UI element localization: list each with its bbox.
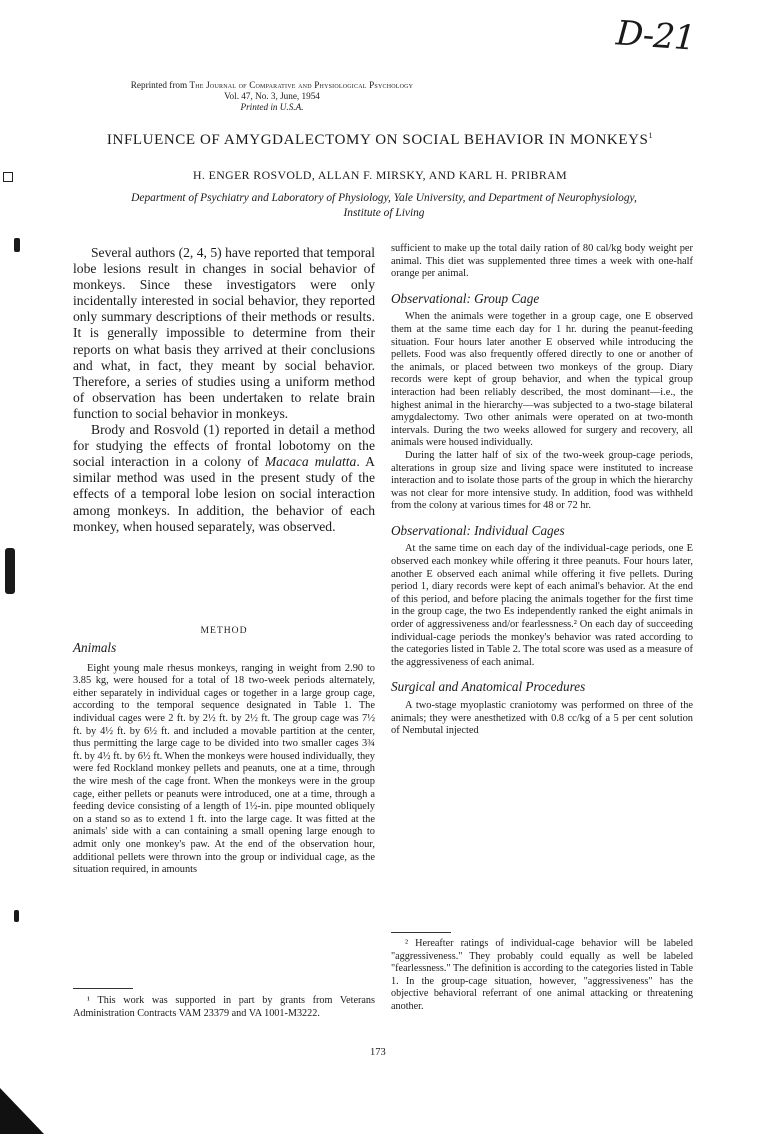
footnote-1 <box>73 995 375 1020</box>
volume-line: Vol. 47, No. 3, June, 1954 <box>224 91 320 101</box>
scan-blot-mark <box>5 548 15 594</box>
footnote-1-text: ¹ This work was supported in part by grants from Veterans Administration Contracts VAM 23379 and VA 1001-M3222. <box>73 995 375 1019</box>
continued-paragraph: sufficient to make up the total daily ration of 80 cal/kg body weight per animal. This diet was supplemented three times a week with one-half orange per animal. <box>391 243 693 280</box>
article-authors: H. ENGER ROSVOLD, ALLAN F. MIRSKY, AND KARL H. PRIBRAM <box>193 168 567 182</box>
intro-paragraph-1: Several authors (2, 4, 5) have reported that temporal lobe lesions result in changes in social behavior of monkeys. Since these investigators were only incidentally interested in social behavior, they reported only summary descriptions of their methods or results. It is generally impossible to determine from their reports on what basis they arrived at their conclusions and what, in fact, they meant by social behavior. Therefore, a series of studies using a uniform method of observation has been undertaken to relate brain function to social behavior in monkeys. <box>73 245 375 421</box>
article-affiliation <box>80 191 688 221</box>
printed-line: Printed in U.S.A. <box>240 102 304 112</box>
article-title-text: INFLUENCE OF AMYGDALECTOMY ON SOCIAL BEHAVIOR IN MONKEYS <box>106 132 649 148</box>
journal-name: The Journal of Comparative and Physiological Psychology <box>189 80 414 90</box>
group-cage-paragraph-2: During the latter half of six of the two-week group-cage periods, alterations in group size and living space were instituted to increase interaction and to isolate those parts of the group in which the hierarchy was not clear for more intensive study. In addition, food was withheld from the colony at various times for 48 or 72 hr. <box>391 449 693 512</box>
affiliation-line-1: Department of Psychiatry and Laboratory of Physiology, Yale University, and Department of Neurophysiology, <box>131 192 637 204</box>
intro-p2-text-a: Brody and Rosvold (1) reported in detail a method for studying the effects of frontal lobotomy on the social interaction in a colony of <box>73 422 375 470</box>
animals-section <box>73 642 375 877</box>
affiliation-line-2: Institute of Living <box>343 207 425 219</box>
method-heading: METHOD <box>200 625 248 636</box>
margin-checkbox-mark <box>3 172 13 182</box>
group-cage-heading: Observational: Group Cage <box>391 290 540 306</box>
surgical-heading: Surgical and Anatomical Procedures <box>391 679 586 695</box>
scan-speck-mark <box>14 910 19 922</box>
reprint-notice <box>72 80 472 113</box>
left-column <box>73 245 375 535</box>
surgical-paragraph: A two-stage myoplastic craniotomy was performed on three of the animals; they were anesthetized with 0.8 cc/kg of a 5 per cent solution of Nembutal injected <box>391 700 693 737</box>
intro-p2-text-b: . A similar method was used in the present study of the effects of a temporal lobe lesion on social interaction among monkeys. In addition, the behavior of each monkey, when housed separately, was observed. <box>73 454 375 534</box>
animals-paragraph: Eight young male rhesus monkeys, ranging in weight from 2.90 to 3.85 kg, were housed for a total of 18 two-week periods alternately, either separately in individual cages or together in a large group cage, according to the temporal sequence designated in Table 1. The individual cages were 2 ft. by 2½ ft. by 2½ ft. The group cage was 7½ ft. by 4½ ft. by 6½ ft. and included a movable partition at the center, thus permitting the large cage to be divided into two smaller cages 3¾ ft. by 4½ ft. by 6½ ft. When the monkeys were housed individually, they were fed Rockland monkey pellets and peanuts, one at a time, through the wire mesh of the cage front. When the monkeys were in the group cage, either pellets or peanuts were introduced, one at a time, through a feeding device consisting of a length of 1½-in. pipe mounted obliquely on a stand so as to extend 1 ft. into the large cage. It was fitted at the animals' side with a can containing a small opening large enough to admit only one monkey's paw. At the end of the observation hour, additional pellets were thrown into the group or individual cage, as the situation required, in amounts <box>73 662 375 876</box>
handwritten-id: D-21 <box>614 13 696 59</box>
footnote-2-text: ² Hereafter ratings of individual-cage behavior will be labeled "aggressiveness." They probably could equally as well be labeled "fearlessness." The definition is according to the categories listed in Table 1. In the group-cage situation, however, "aggressiveness" has the objective behavioral referrant of one animal attacking or threatening another. <box>391 938 693 1012</box>
intro-paragraph-2 <box>73 422 375 535</box>
title-footnote-mark: 1 <box>648 131 654 140</box>
animals-heading: Animals <box>73 640 117 655</box>
footnote-rule-right <box>391 932 451 933</box>
individual-cages-paragraph: At the same time on each day of the individual-cage periods, one E observed each monkey while offering it three peanuts. Four hours later, another E observed each animal while offering it five pellets. During period 1, diary records were kept of each animal's behavior. At the end of this period, and before placing the animals together for the first time in the group cage, the two Es independently ranked the eight animals in order of aggressiveness and/or fearlessness.² On each day of succeeding individual-cage periods the monkey's behavior was rated according to the categories listed in Table 2. The total score was used as a measure of the aggressiveness of each animal. <box>391 543 693 668</box>
page-number: 173 <box>370 1047 386 1058</box>
group-cage-paragraph-1: When the animals were together in a group cage, one E observed them at the same time each day for 1 hr. during the peanut-feeding situation. Four hours later another E observed while introducing the pellets. Food was also frequently offered directly to one or another of the animals, or placed between two monkeys of the group. Diary records were kept of group behavior, and when the typical group interaction had been reliably described, the most dominant—i.e., the highest animal in the hierarchy—was subjected to a two-stage bilateral amygdalectomy. Two other animals were operated on at two-month intervals. During the two weeks allowed for surgery and recovery, all animals were housed individually. <box>391 311 693 449</box>
right-column <box>391 243 693 738</box>
footnote-2 <box>391 938 693 1014</box>
footnote-rule-left <box>73 988 133 989</box>
reprint-prefix: Reprinted from <box>130 80 188 90</box>
introduction <box>73 245 375 535</box>
individual-cages-heading: Observational: Individual Cages <box>391 522 565 538</box>
article-title <box>60 131 700 149</box>
corner-artifact-mark <box>0 1088 44 1134</box>
species-name: Macaca mulatta <box>264 454 357 470</box>
scan-speck-mark <box>14 238 20 252</box>
